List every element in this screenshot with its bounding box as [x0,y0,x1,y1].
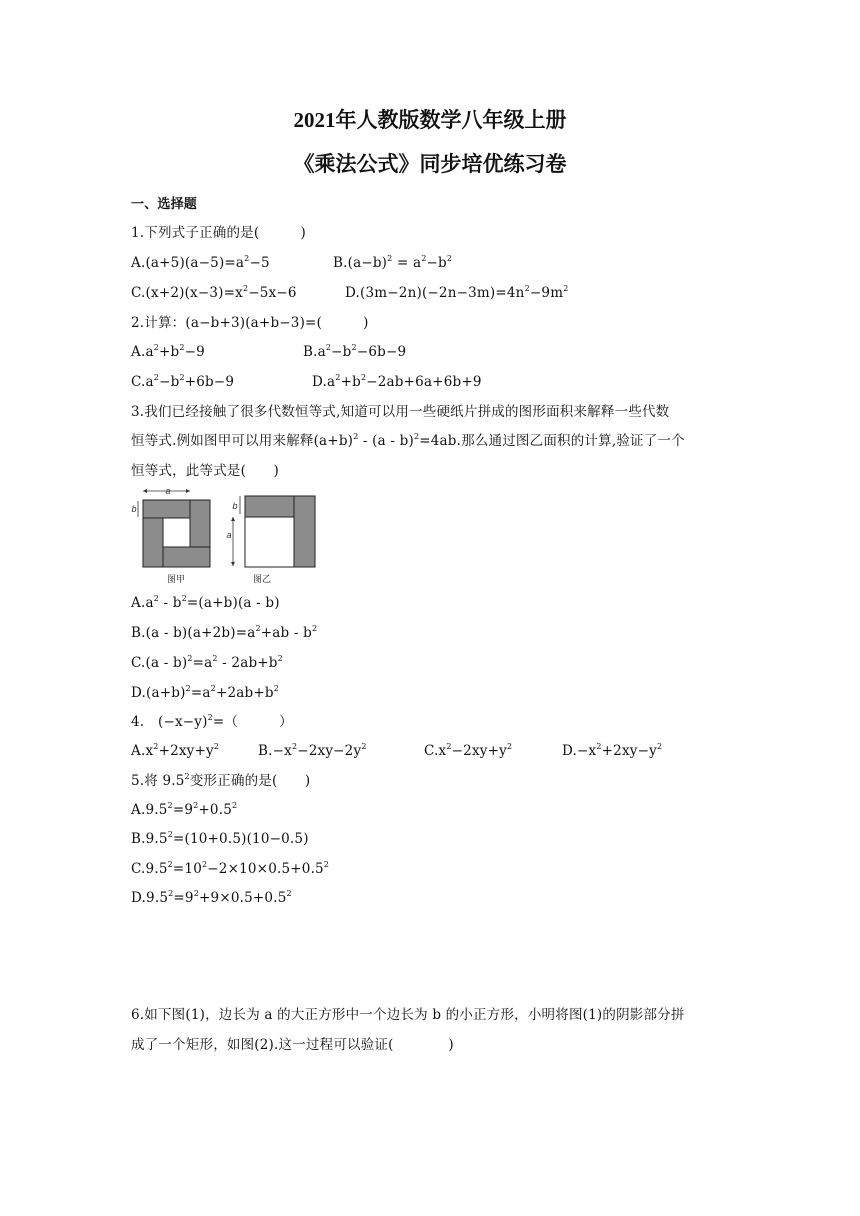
section-heading: 一、选择题 [131,196,198,211]
figure-jia-label-b: b [131,504,137,514]
page-subtitle: 《乘法公式》同步培优练习卷 [293,152,567,176]
q3-stem-line1: 3.我们已经接触了很多代数恒等式,知道可以用一些硬纸片拼成的图形面积来解释一些代数 [131,404,670,420]
q2-option-d: $D.a^2+b^2-2ab+6a+6b+9$ [312,373,482,390]
page-title: 2021年人教版数学八年级上册 [293,108,567,132]
q5-option-c: $C.9.5^2=10^2-2\times 10\times 0.5+0.5^2$ [131,860,330,877]
figure-yi [226,496,315,584]
q1-option-d: $D.(3m-2n)(-2n-3m)=4n^2-9m^2$ [345,284,569,301]
q5-option-a: $A.9.5^2=9^2+0.5^2$ [131,801,238,818]
figure-jia-label-a: a [165,486,171,496]
q2-stem: 2.计算：(a−b+3)(a+b−3)=( ) [131,315,369,331]
q2-option-c: $C.a^2-b^2+6b-9$ [131,373,235,390]
q3-option-c: $C.(a - b)^2=a^2 - 2ab+b^2$ [131,654,283,671]
figure-jia [131,486,210,584]
q3-stem-line2: 恒等式.例如图甲可以用来解释$(a+b)^2 - (a - b)^2=4ab$.那么通过图乙面积的计算,验证了一个 [131,432,685,449]
q3-option-b: $B.(a - b)(a+2b)=a^2+ab - b^2$ [131,624,318,641]
q1-option-c: $C.(x+2)(x-3)=x^2-5x-6$ [131,284,297,301]
figure-yi-label-a: a [226,530,232,540]
q4-option-a: $A.x^2+2xy+y^2$ [131,742,220,759]
figure-yi-label-b: b [232,501,238,511]
q3-figure [128,486,328,586]
q2-option-b: $B.a^2-b^2-6b-9$ [303,343,407,360]
q1-stem: 1.下列式子正确的是( ) [131,225,306,241]
q4-option-b: $B.-x^2-2xy-2y^2$ [258,742,367,759]
q5-stem: 5.将 $9.5^2$变形正确的是( ) [131,772,311,789]
q3-stem-line3: 恒等式，此等式是( ) [131,463,279,479]
q6-stem-line1: 6.如下图(1)，边长为 a 的大正方形中一个边长为 b 的小正方形，小明将图(1)的阴影部分拼 [131,1007,685,1023]
figure-yi-caption: 图乙 [252,574,272,584]
figure-jia-caption: 图甲 [166,574,186,584]
q1-option-b: $B.(a-b)^2 = a^2-b^2$ [333,254,453,271]
q3-option-d: $D.(a+b)^2=a^2+2ab+b^2$ [131,684,279,701]
q4-option-d: $D.-x^2+2xy-y^2$ [562,742,663,759]
q2-option-a: $A.a^2+b^2-9$ [131,343,205,360]
q3-option-a: $A.a^2 - b^2=(a+b)(a - b)$ [131,594,280,611]
q5-option-b: $B.9.5^2=(10+0.5)(10-0.5)$ [131,830,309,847]
q4-stem: 4. $(-x-y)^2=$（ ） [131,713,293,730]
q4-option-c: $C.x^2-2xy+y^2$ [424,742,513,759]
q1-option-a: $A.(a+5)(a-5)=a^2-5$ [131,254,270,271]
q5-option-d: $D.9.5^2=9^2+9\times 0.5+0.5^2$ [131,889,292,906]
q6-stem-line2: 成了一个矩形，如图(2).这一过程可以验证( ) [131,1037,454,1053]
